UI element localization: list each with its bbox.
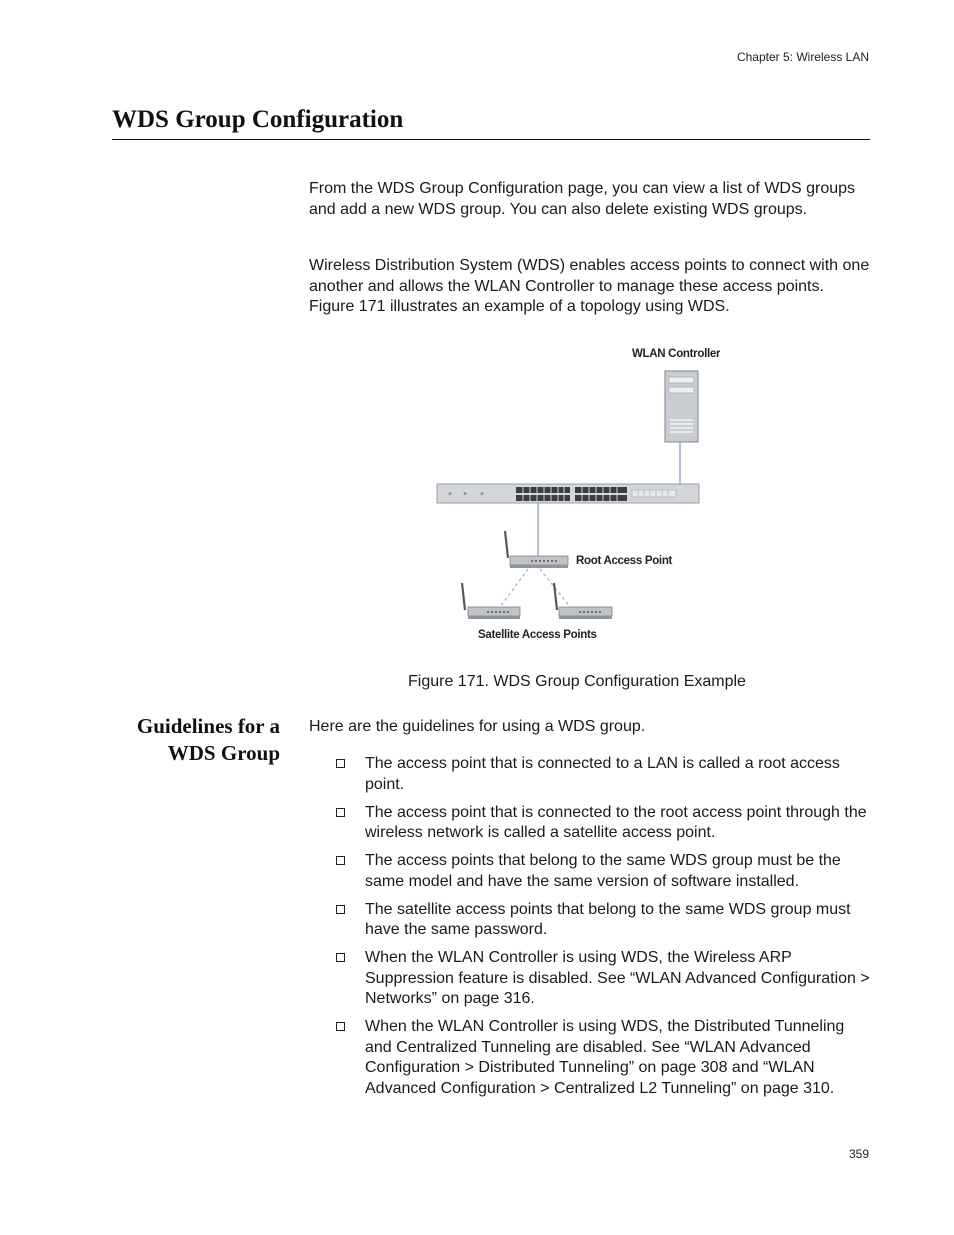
running-header: Chapter 5: Wireless LAN: [736, 50, 869, 64]
section-title: WDS Group Configuration: [112, 106, 404, 133]
guideline-item: [330, 948, 875, 1010]
wlan-controller-server-icon: [665, 371, 698, 442]
checkbox-bullet-icon: [336, 759, 345, 768]
guideline-text: The access point that is connected to the root access point through the wireless network is called a satellite access point.: [365, 803, 867, 841]
wlan-controller-label: WLAN Controller: [632, 348, 720, 360]
network-switch-icon: [437, 484, 699, 503]
satellite-access-point-icon: [462, 583, 520, 619]
guidelines-title-line1: Guidelines for a: [136, 714, 280, 738]
figure-caption: Figure 171. WDS Group Configuration Example: [408, 673, 746, 690]
satellite-access-point-icon: [554, 583, 612, 619]
title-rule: [112, 139, 870, 140]
root-access-point-icon: [505, 531, 568, 568]
guideline-item: [330, 754, 875, 795]
guideline-text: The satellite access points that belong to the same WDS group must have the same password.: [365, 900, 851, 938]
guideline-item: [330, 851, 875, 892]
wds-topology-figure: [430, 342, 720, 647]
guidelines-title-line2: WDS Group: [167, 741, 280, 765]
guideline-text: When the WLAN Controller is using WDS, the Distributed Tunneling and Centralized Tunneling are disabled. See “WLAN Advanced Configuration > Distributed Tunneling” on page 308 and “WLAN Advanced Configuration > Centralized L2 Tunneling” on page 310.: [365, 1018, 845, 1097]
checkbox-bullet-icon: [336, 808, 345, 817]
checkbox-bullet-icon: [336, 905, 345, 914]
checkbox-bullet-icon: [336, 953, 345, 962]
guidelines-list: [330, 754, 875, 1107]
page-number: 359: [848, 1147, 869, 1161]
checkbox-bullet-icon: [336, 1022, 345, 1031]
guideline-text: The access point that is connected to a LAN is called a root access point.: [365, 755, 840, 793]
guideline-item: [330, 803, 875, 844]
guideline-item: [330, 900, 875, 941]
guideline-item: [330, 1017, 875, 1099]
guidelines-intro: Here are the guidelines for using a WDS group.: [309, 718, 646, 735]
root-access-point-label: Root Access Point: [576, 555, 673, 567]
wds-description-paragraph: Wireless Distribution System (WDS) enables access points to connect with one another and allows the WLAN Controller to manage these access points. Figure 171 illustrates an example of a topology using WDS.: [309, 257, 870, 315]
satellite-access-points-label: Satellite Access Points: [478, 629, 597, 641]
intro-paragraph: From the WDS Group Configuration page, you can view a list of WDS groups and add a new WDS group. You can also delete existing WDS groups.: [309, 180, 856, 218]
wireless-link-left: [500, 569, 528, 607]
guideline-text: The access points that belong to the same WDS group must be the same model and have the same version of software installed.: [365, 852, 841, 890]
guidelines-title: [80, 713, 280, 767]
checkbox-bullet-icon: [336, 856, 345, 865]
guideline-text: When the WLAN Controller is using WDS, the Wireless ARP Suppression feature is disabled. See “WLAN Advanced Configuration > Networks” on page 316.: [365, 949, 870, 1007]
